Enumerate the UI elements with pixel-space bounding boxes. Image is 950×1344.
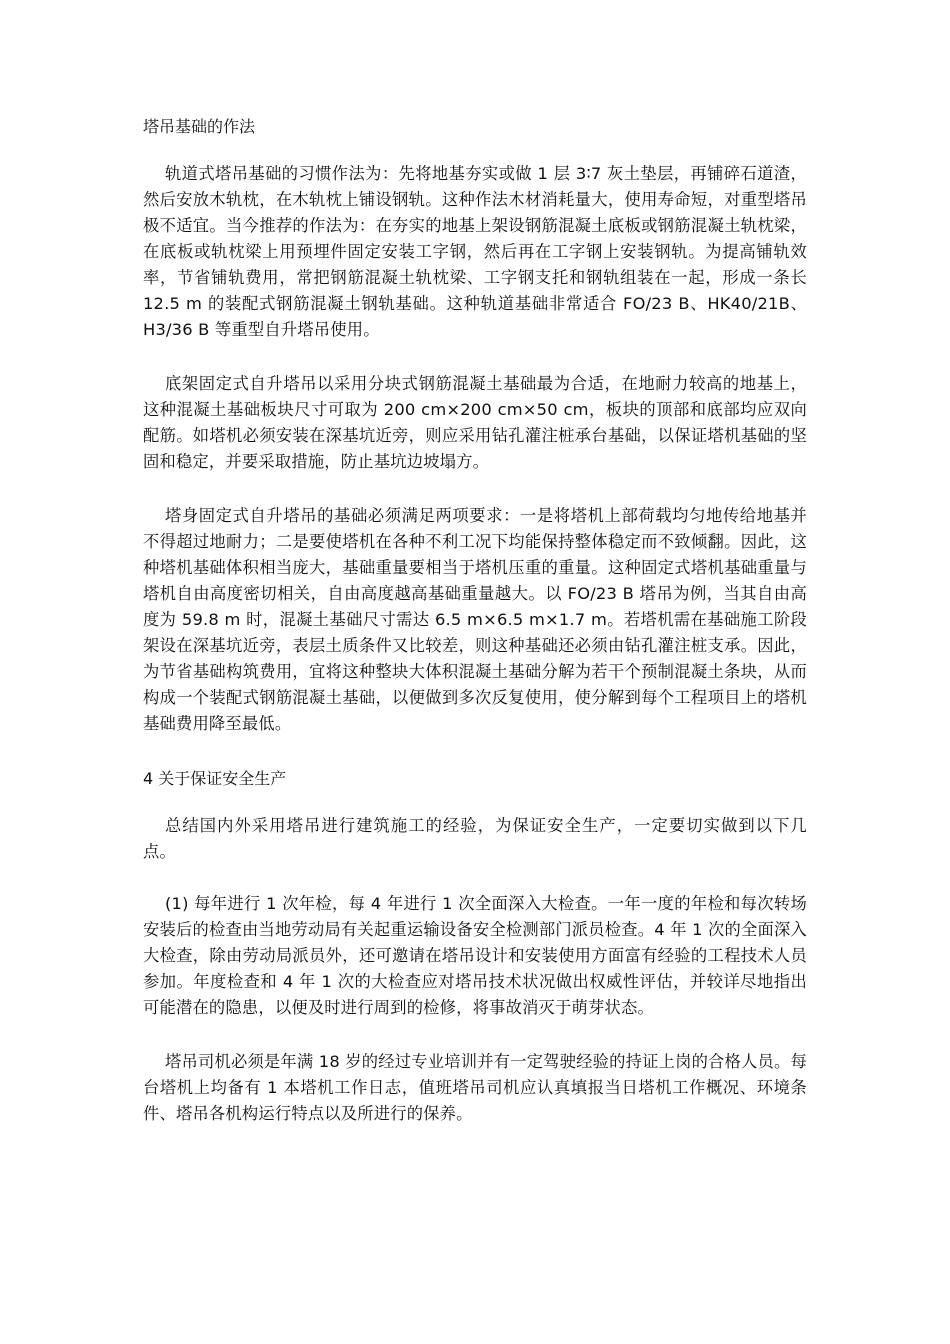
paragraph-annual-inspection: (1) 每年进行 1 次年检，每 4 年进行 1 次全面深入大检查。一年一度的年检和每次转场安装后的检查由当地劳动局有关起重运输设备安全检测部门派员检查。4 年 1 次的全面深入大检查，除由劳动局派员外，还可邀请在塔吊设计和安装使用方面富有经验的工程技术人员参加。年度检查和 4 年 1 次的大检查应对塔吊技术状况做出权威性评估，并较详尽地指出可能潜在的隐患，以便及时进行周到的检修，将事故消灭于萌芽状态。 xyxy=(143,894,807,1017)
paragraph-crane-operator: 塔吊司机必须是年满 18 岁的经过专业培训并有一定驾驶经验的持证上岗的合格人员。每台塔机上均备有 1 本塔机工作日志，值班塔吊司机应认真填报当日塔机工作概况、环境条件、塔吊各机构运行特点以及所进行的保养。 xyxy=(143,1052,807,1123)
document-title: 塔吊基础的作法 xyxy=(143,117,256,136)
paragraph-base-frame-foundation: 底架固定式自升塔吊以采用分块式钢筋混凝土基础最为合适，在地耐力较高的地基上，这种混凝土基础板块尺寸可取为 200 cm×200 cm×50 cm，板块的顶部和底部均应双向配筋。如塔机必须安装在深基坑近旁，则应采用钻孔灌注桩承台基础，以保证塔机基础的坚固和稳定，并要采取措施，防止基坑边坡塌方。 xyxy=(143,374,807,471)
paragraph-fixed-tower-foundation: 塔身固定式自升塔吊的基础必须满足两项要求：一是将塔机上部荷载均匀地传给地基并不得超过地耐力；二是要使塔机在各种不利工况下均能保持整体稳定而不致倾翻。因此，这种塔机基础体积相当庞大，基础重量要相当于塔机压重的重量。这种固定式塔机基础重量与塔机自由高度密切相关，自由高度越高基础重量越大。以 FO/23 B 塔吊为例，当其自由高度为 59.8 m 时，混凝土基础尺寸需达 6.5 m×6.5 m×1.7 m。若塔机需在基础施工阶段架设在深基坑近旁，表层土质条件又比较差，则这种基础还必须由钻孔灌注桩支承。因此，为节省基础构筑费用，宜将这种整块大体积混凝土基础分解为若干个预制混凝土条块，从而构成一个装配式钢筋混凝土基础，以便做到多次反复使用，使分解到每个工程项目上的塔机基础费用降至最低。 xyxy=(143,506,807,733)
paragraph-rail-foundation: 轨道式塔吊基础的习惯作法为：先将地基夯实或做 1 层 3∶7 灰土垫层，再铺碎石道渣，然后安放木轨枕，在木轨枕上铺设钢轨。这种作法木材消耗量大，使用寿命短，对重型塔吊极不适宜。当今推荐的作法为：在夯实的地基上架设钢筋混凝土底板或钢筋混凝土轨枕梁，在底板或轨枕梁上用预埋件固定安装工字钢，然后再在工字钢上安装钢轨。为提高铺轨效率，节省铺轨费用，常把钢筋混凝土轨枕梁、工字钢支托和钢轨组装在一起，形成一条长 12.5 m 的装配式钢筋混凝土钢轨基础。这种轨道基础非常适合 FO/23 B、HK40/21B、H3/36 B 等重型自升塔吊使用。 xyxy=(143,164,807,339)
section-heading-safety: 4 关于保证安全生产 xyxy=(143,769,287,788)
document-body xyxy=(143,113,807,1155)
paragraph-safety-intro: 总结国内外采用塔吊进行建筑施工的经验，为保证安全生产，一定要切实做到以下几点。 xyxy=(143,816,807,861)
